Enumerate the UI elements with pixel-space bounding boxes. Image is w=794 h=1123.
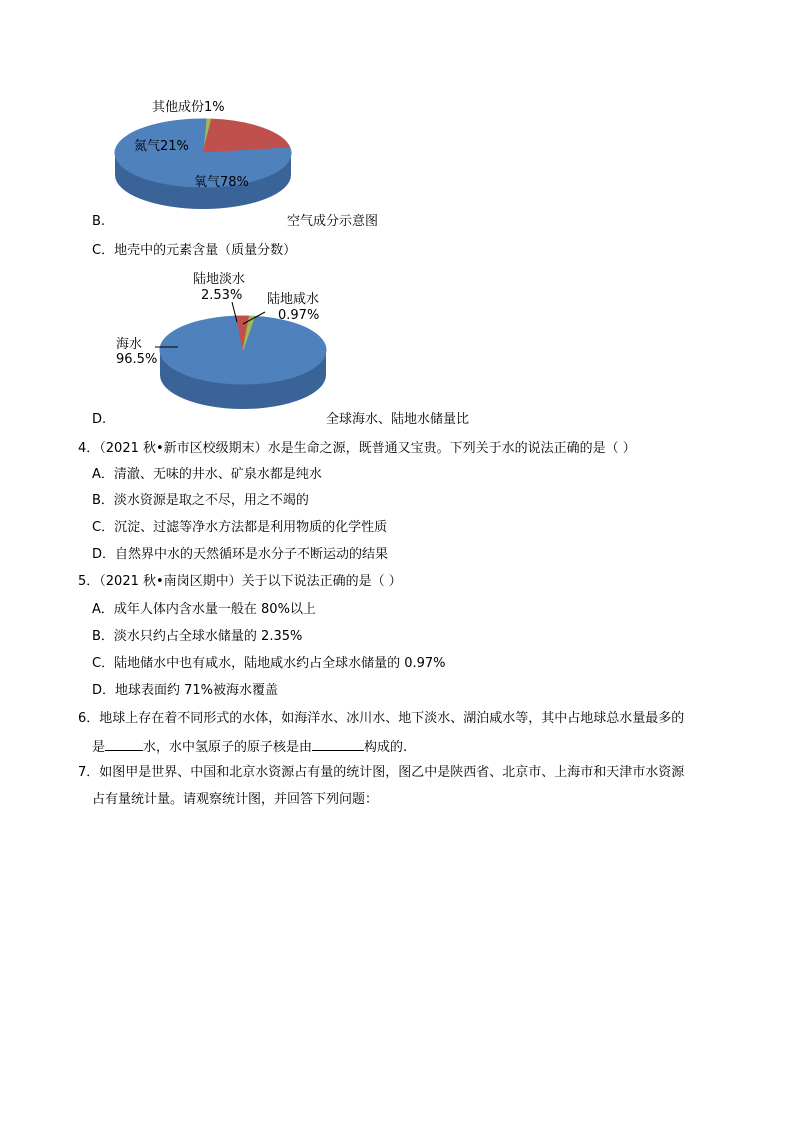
q4-option-d: D．自然界中水的天然循环是水分子不断运动的结果 — [92, 547, 389, 562]
item-d-caption: 全球海水、陆地水储量比 — [326, 412, 470, 427]
pie-d-leader-lines — [150, 300, 270, 360]
pie-b-label-other: 其他成份1% — [152, 100, 225, 115]
pie-d-label-fresh-value: 2.53% — [201, 288, 243, 303]
q4-option-a: A．清澈、无味的井水、矿泉水都是纯水 — [92, 467, 322, 482]
q6-line1: 6．地球上存在着不同形式的水体，如海洋水、冰川水、地下淡水、湖泊咸水等，其中占地球总水量最多的 — [78, 711, 685, 726]
pie-d-label-sea-name: 海水 — [116, 337, 143, 352]
item-d-letter: D. — [92, 412, 107, 427]
pie-d-label-saline-value: 0.97% — [278, 308, 320, 323]
pie-b-label-oxygen: 氧气78% — [194, 175, 249, 190]
q4-option-b: B．淡水资源是取之不尽，用之不竭的 — [92, 493, 309, 508]
q6-line2 — [92, 738, 407, 756]
item-b-caption: 空气成分示意图 — [287, 214, 379, 229]
q5-option-b: B．淡水只约占全球水储量的 2.35% — [92, 629, 303, 644]
pie-b-slice-nitrogen — [203, 119, 290, 153]
q5-stem: 5．（2021 秋•南岗区期中）关于以下说法正确的是（ ） — [78, 574, 402, 589]
q6-blank-1[interactable] — [105, 738, 143, 751]
q4-option-c: C．沉淀、过滤等净水方法都是利用物质的化学性质 — [92, 520, 388, 535]
q7-line2: 占有量统计量。请观察统计图，并回答下列问题： — [92, 792, 379, 807]
q6-text-c: 构成的. — [364, 740, 408, 755]
q4-stem: 4．（2021 秋•新市区校级期末）水是生命之源，既普通又宝贵。下列关于水的说法正确的是（ ） — [78, 441, 636, 456]
q5-option-c: C．陆地储水中也有咸水，陆地咸水约占全球水储量的 0.97% — [92, 656, 446, 671]
q6-blank-2[interactable] — [312, 738, 364, 751]
q6-text-a: 是 — [92, 740, 106, 755]
item-c-text: C．地壳中的元素含量（质量分数） — [92, 243, 297, 258]
item-b-letter: B. — [92, 214, 106, 229]
pie-b-label-nitrogen: 氮气21% — [134, 139, 189, 154]
q5-option-a: A．成年人体内含水量一般在 80%以上 — [92, 602, 316, 617]
q5-option-d: D．地球表面约 71%被海水覆盖 — [92, 683, 279, 698]
q6-text-b: 水，水中氢原子的原子核是由 — [143, 740, 313, 755]
q7-line1: 7．如图甲是世界、中国和北京水资源占有量的统计图，图乙中是陕西省、北京市、上海市和天津市水资源 — [78, 765, 685, 780]
pie-d-label-saline-name: 陆地咸水 — [267, 292, 320, 307]
pie-d-label-sea-value: 96.5% — [116, 352, 158, 367]
pie-d-label-fresh-name: 陆地淡水 — [193, 272, 246, 287]
